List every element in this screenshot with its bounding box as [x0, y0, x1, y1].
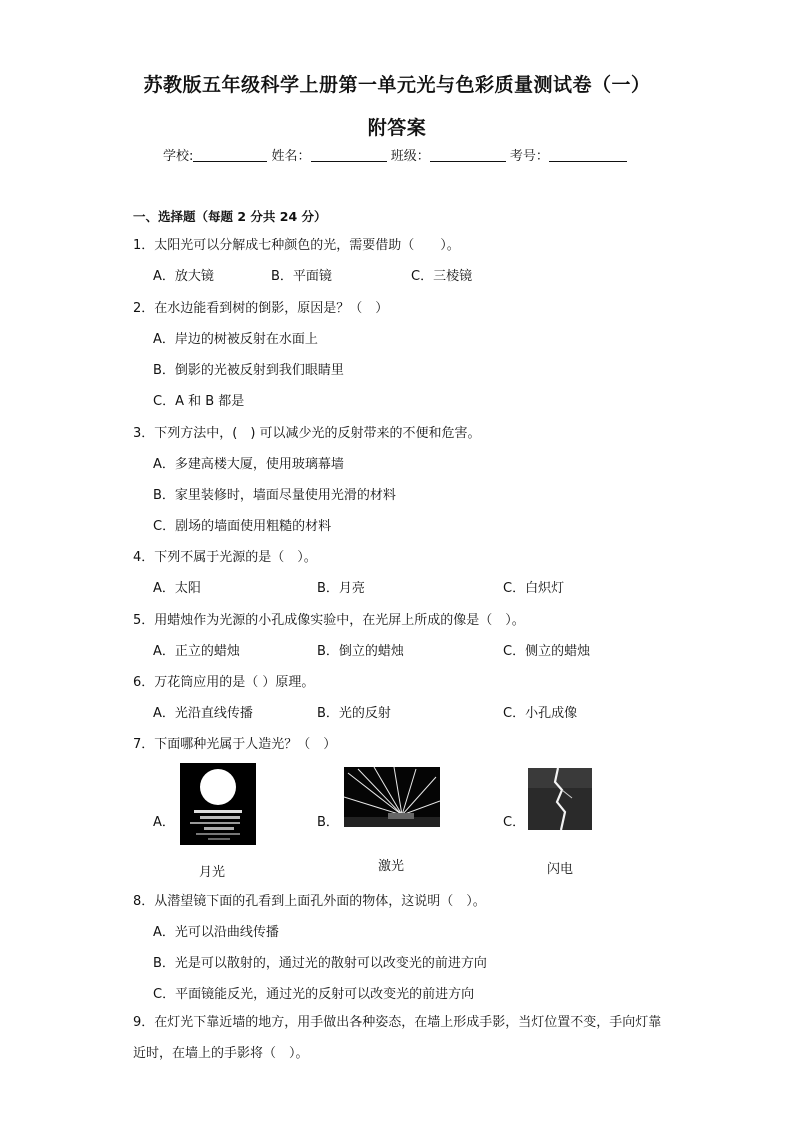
school-blank[interactable]: [193, 147, 267, 162]
student-info-line: [163, 145, 627, 164]
page-title: 苏教版五年级科学上册第一单元光与色彩质量测试卷（一）: [143, 74, 651, 96]
q7-option-c[interactable]: C．: [503, 815, 526, 830]
q5-option-a[interactable]: A．正立的蜡烛: [153, 644, 240, 659]
name-label: 姓名：: [271, 149, 311, 164]
q7-caption-b: 激光: [378, 859, 405, 874]
q1-option-b[interactable]: B．平面镜: [271, 269, 332, 284]
q2-option-c[interactable]: C．A 和 B 都是: [153, 394, 245, 409]
q6-option-b[interactable]: B．光的反射: [317, 706, 391, 721]
q8-option-c[interactable]: C．平面镜能反光，通过光的反射可以改变光的前进方向: [153, 987, 475, 1002]
name-blank[interactable]: [311, 147, 387, 162]
lightning-image[interactable]: [528, 768, 592, 830]
question-9: 9．在灯光下靠近墙的地方，用手做出各种姿态，在墙上形成手影，当灯位置不变，手向灯靠近时，在墙上的手影将（ ）。: [133, 1015, 662, 1061]
q7-option-a[interactable]: A．: [153, 815, 175, 830]
q3-option-c[interactable]: C．剧场的墙面使用粗糙的材料: [153, 519, 332, 534]
page-subtitle: 附答案: [367, 117, 427, 139]
q1-option-c[interactable]: C．三棱镜: [411, 269, 473, 284]
question-1: 1．太阳光可以分解成七种颜色的光，需要借助（ ）。: [133, 238, 460, 253]
question-8: 8．从潜望镜下面的孔看到上面孔外面的物体，这说明（ ）。: [133, 894, 486, 909]
question-2: 2．在水边能看到树的倒影，原因是？（ ）: [133, 301, 389, 316]
class-label: 班级：: [390, 149, 430, 164]
question-5: 5．用蜡烛作为光源的小孔成像实验中，在光屏上所成的像是（ ）。: [133, 613, 525, 628]
q8-option-a[interactable]: A．光可以沿曲线传播: [153, 925, 279, 940]
question-7: 7．下面哪种光属于人造光？（ ）: [133, 737, 337, 752]
exam-number-label: 考号：: [509, 149, 549, 164]
laser-image[interactable]: [344, 767, 440, 827]
section-heading: 一、选择题（每题 2 分共 24 分）: [133, 209, 327, 224]
school-label: 学校:: [163, 149, 194, 164]
question-3: 3．下列方法中，( ) 可以减少光的反射带来的不便和危害。: [133, 426, 481, 441]
exam-number-blank[interactable]: [549, 147, 627, 162]
q6-option-a[interactable]: A．光沿直线传播: [153, 706, 253, 721]
q5-option-c[interactable]: C．侧立的蜡烛: [503, 644, 591, 659]
q8-option-b[interactable]: B．光是可以散射的，通过光的散射可以改变光的前进方向: [153, 956, 487, 971]
q6-option-c[interactable]: C．小孔成像: [503, 706, 578, 721]
q1-option-a[interactable]: A．放大镜: [153, 269, 214, 284]
q3-option-b[interactable]: B．家里装修时，墙面尽量使用光滑的材料: [153, 488, 396, 503]
question-4: 4．下列不属于光源的是（ ）。: [133, 550, 317, 565]
q7-option-b[interactable]: B．: [317, 815, 339, 830]
moonlight-image[interactable]: [180, 763, 256, 845]
q4-option-c[interactable]: C．白炽灯: [503, 581, 565, 596]
question-6: 6．万花筒应用的是（ ）原理。: [133, 675, 315, 690]
q5-option-b[interactable]: B．倒立的蜡烛: [317, 644, 404, 659]
q4-option-a[interactable]: A．太阳: [153, 581, 201, 596]
q7-caption-a: 月光: [199, 865, 226, 880]
q3-option-a[interactable]: A．多建高楼大厦，使用玻璃幕墙: [153, 457, 344, 472]
q2-option-b[interactable]: B．倒影的光被反射到我们眼睛里: [153, 363, 344, 378]
q4-option-b[interactable]: B．月亮: [317, 581, 365, 596]
q7-caption-c: 闪电: [547, 862, 574, 877]
class-blank[interactable]: [430, 147, 506, 162]
q2-option-a[interactable]: A．岸边的树被反射在水面上: [153, 332, 318, 347]
